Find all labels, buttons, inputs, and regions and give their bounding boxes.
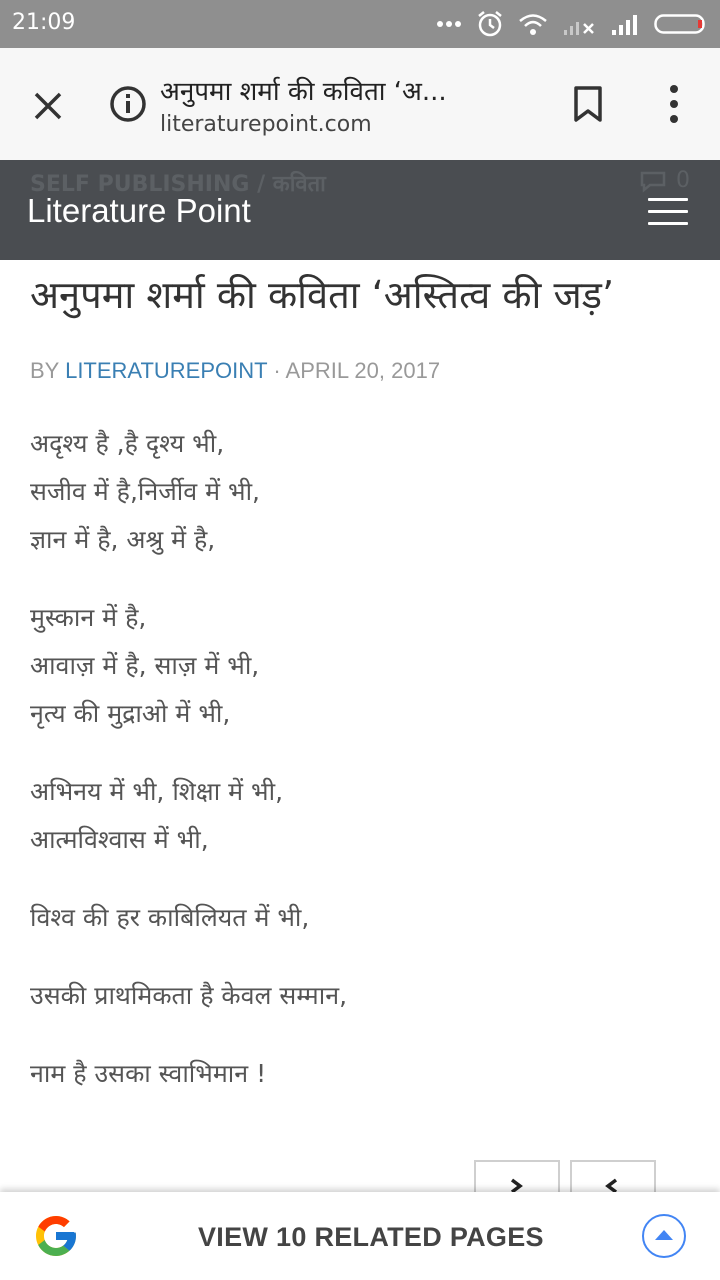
related-pages-label[interactable]: VIEW 10 RELATED PAGES: [198, 1222, 544, 1252]
comment-count: [638, 168, 690, 193]
poem-line: ज्ञान में है, अश्रु में है,: [30, 525, 216, 554]
more-vert-icon[interactable]: [656, 82, 692, 126]
author-link[interactable]: LITERATUREPOINT: [65, 358, 268, 383]
next-post-button[interactable]: [474, 1160, 560, 1196]
status-icons: [436, 10, 708, 38]
battery-low-icon: [654, 12, 708, 36]
poem-body: [30, 420, 690, 1128]
poem-line: नाम है उसका स्वाभिमान !: [30, 1059, 267, 1088]
stanza: [30, 420, 690, 564]
alarm-icon: [476, 10, 504, 38]
comment-icon: [638, 169, 668, 193]
site-logo[interactable]: Literature Point: [27, 192, 251, 229]
poem-line: आवाज़ में है, साज़ में भी,: [30, 651, 260, 680]
bookmark-icon[interactable]: [570, 84, 606, 124]
poem-line: अभिनय में भी, शिक्षा में भी,: [30, 777, 284, 806]
poem-line: मुस्कान में है,: [30, 603, 147, 632]
page-domain[interactable]: literaturepoint.com: [160, 112, 372, 137]
poem-line: अदृश्य है ,है दृश्य भी,: [30, 429, 225, 458]
prev-post-button[interactable]: [570, 1160, 656, 1196]
triangle-up-icon: [644, 1216, 684, 1256]
poem-line: नृत्य की मुद्राओ में भी,: [30, 699, 231, 728]
poem-line: सजीव में है,निर्जीव में भी,: [30, 477, 261, 506]
hamburger-menu-icon[interactable]: [648, 196, 692, 228]
status-time: 21:09: [12, 10, 76, 35]
stanza: [30, 894, 690, 942]
signal-no-sim-icon: [562, 12, 596, 36]
signal-icon: [610, 12, 640, 36]
page-title[interactable]: अनुपमा शर्मा की कविता ‘अ...: [160, 77, 447, 107]
site-header: [0, 160, 720, 260]
post-date: APRIL 20, 2017: [285, 358, 441, 383]
stanza: [30, 972, 690, 1020]
post-meta: [30, 358, 440, 384]
poem-line: विश्व की हर काबिलियत में भी,: [30, 903, 310, 932]
meta-separator: ·: [273, 358, 281, 383]
google-g-icon: [32, 1212, 80, 1260]
close-icon[interactable]: [28, 86, 68, 126]
stanza: [30, 1050, 690, 1098]
browser-toolbar: [0, 48, 720, 160]
status-bar: [0, 0, 720, 48]
poem-line: आत्मविश्वास में भी,: [30, 825, 209, 854]
comment-count-value: 0: [676, 168, 690, 193]
expand-related-button[interactable]: [642, 1214, 686, 1258]
post-title: अनुपमा शर्मा की कविता ‘अस्तित्व की जड़’: [30, 273, 615, 317]
stanza: [30, 594, 690, 738]
more-dots-icon: [436, 20, 462, 28]
poem-line: उसकी प्राथमिकता है केवल सम्मान,: [30, 981, 348, 1010]
breadcrumb: SELF PUBLISHING / कविता: [30, 172, 326, 197]
by-label: BY: [30, 358, 59, 383]
info-icon[interactable]: [108, 84, 148, 124]
wifi-icon: [518, 12, 548, 36]
related-pages-bar[interactable]: [0, 1192, 720, 1280]
stanza: [30, 768, 690, 864]
